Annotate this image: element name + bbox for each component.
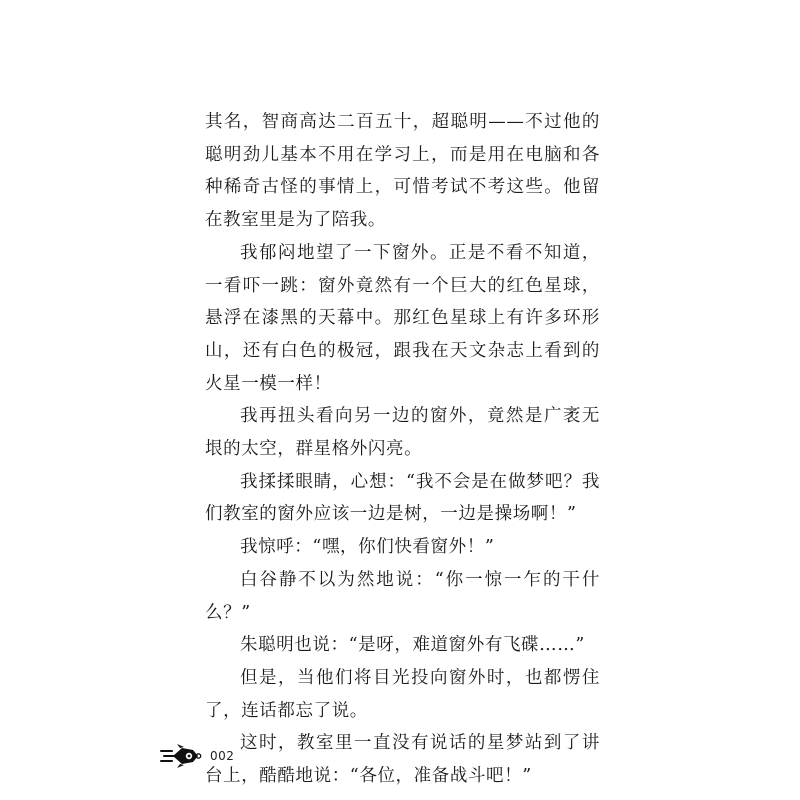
paragraph: 朱聪明也说：“是呀，难道窗外有飞碟……” <box>240 635 585 656</box>
paragraph: 我郁闷地望了一下窗外。正是不看不知道，一看吓一跳：窗外竟然有一个巨大的红色星球，悬浮在漆黑的天幕中。那红色星球上有许多环形山，还有白色的极冠，跟我在天文杂志上看到的火星一模一样！ <box>205 242 600 394</box>
paragraph: 我再扭头看向另一边的窗外，竟然是广袤无垠的太空，群星格外闪亮。 <box>205 406 600 460</box>
page-body <box>205 106 600 793</box>
paragraph: 这时，教室里一直没有说话的星梦站到了讲台上，酷酷地说：“各位，准备战斗吧！” <box>205 733 600 787</box>
paragraph: 我惊呼：“嘿，你们快看窗外！” <box>240 537 495 558</box>
rocket-icon <box>160 743 202 769</box>
paragraph: 白谷静不以为然地说：“你一惊一乍的干什么？” <box>205 569 600 623</box>
page-number: 002 <box>210 749 235 763</box>
paragraph: 其名，智商高达二百五十，超聪明——不过他的聪明劲儿基本不用在学习上，而是用在电脑和各种稀奇古怪的事情上，可惜考试不考这些。他留在教室里是为了陪我。 <box>205 112 600 231</box>
paragraph: 但是，当他们将目光投向窗外时，也都愣住了，连话都忘了说。 <box>205 667 600 721</box>
page-footer <box>160 742 234 770</box>
paragraph: 我揉揉眼睛，心想：“我不会是在做梦吧？我们教室的窗外应该一边是树，一边是操场啊！” <box>205 471 600 525</box>
